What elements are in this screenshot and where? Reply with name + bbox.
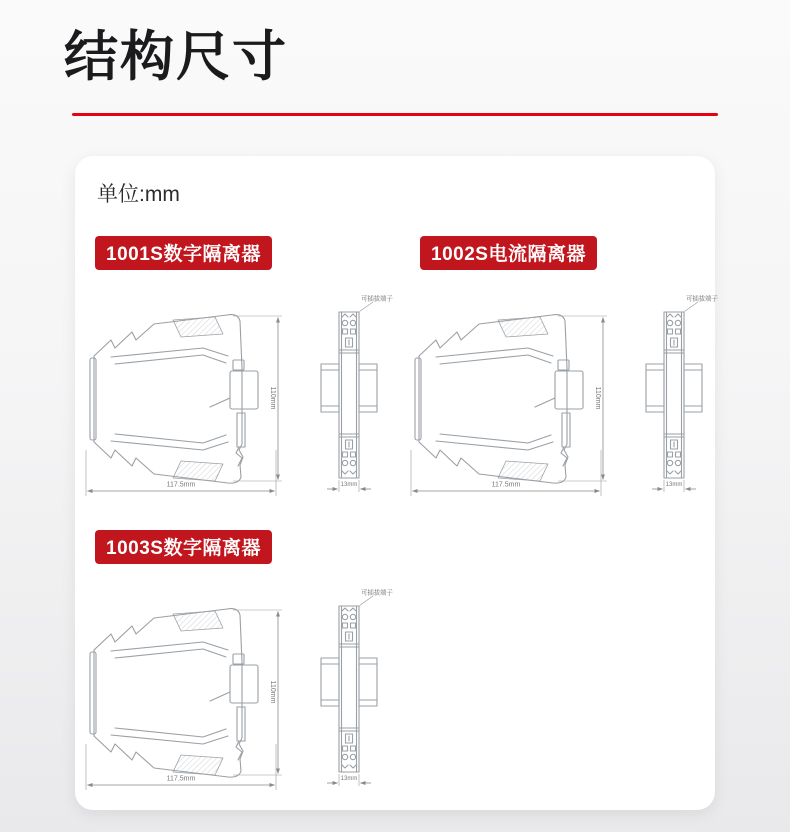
front-view-drawing-1002s [406, 294, 618, 506]
side-width-dimension: 13mm [340, 776, 358, 782]
model-section-1003s [95, 530, 417, 824]
terminal-label: 可插拔端子 [361, 589, 393, 597]
front-view-drawing-1003s [81, 588, 293, 800]
dimension-annotations [652, 480, 696, 492]
model-badge-1003s: 1003S数字隔离器 [95, 530, 272, 564]
front-width-dimension: 117.5mm [491, 481, 521, 489]
dimension-annotations [327, 774, 371, 786]
unit-label: 单位:mm [97, 183, 180, 206]
side-view-drawing-1002s [642, 292, 722, 504]
dimensions-card [75, 156, 718, 810]
front-height-dimension: 110mm [269, 386, 276, 410]
terminal-label: 可插拔端子 [361, 295, 393, 303]
page-title: 结构尺寸 [64, 27, 288, 87]
side-view-drawing-1003s [317, 586, 397, 798]
front-width-dimension: 117.5mm [166, 775, 196, 783]
model-badge-1002s: 1002S电流隔离器 [420, 236, 597, 270]
front-view-drawing-1001s [81, 294, 293, 506]
terminal-label: 可插拔端子 [686, 295, 718, 303]
dimension-annotations [327, 480, 371, 492]
side-view-drawing-1001s [317, 292, 397, 504]
front-height-dimension: 110mm [269, 680, 276, 704]
model-section-1001s [95, 236, 417, 530]
front-width-dimension: 117.5mm [166, 481, 196, 489]
front-height-dimension: 110mm [594, 386, 601, 410]
side-width-dimension: 13mm [340, 482, 358, 488]
model-badge-1001s: 1001S数字隔离器 [95, 236, 272, 270]
title-underline [72, 113, 718, 116]
side-width-dimension: 13mm [665, 482, 683, 488]
model-section-1002s [420, 236, 742, 530]
